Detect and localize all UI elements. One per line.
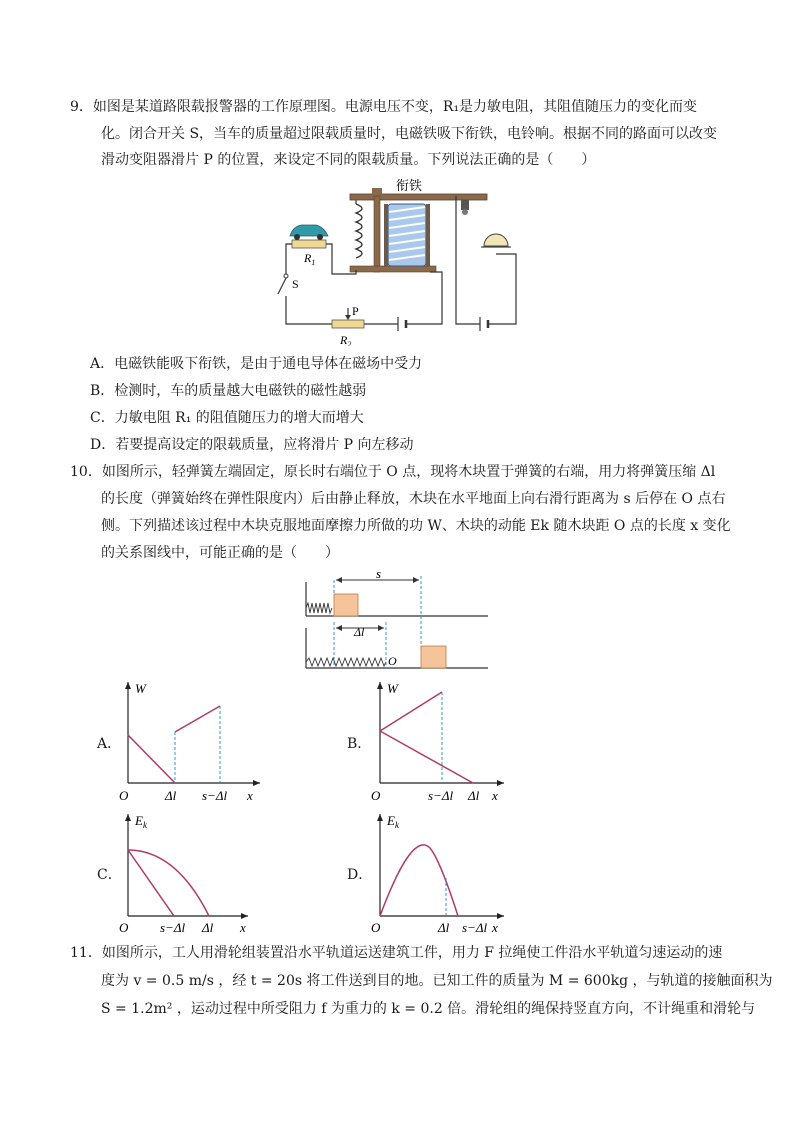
q11-line-1: 11．如图所示，工人用滑轮组装置沿水平轨道运送建筑工件，用力 F 拉绳使工件沿水平轨道匀速运动的速 — [70, 945, 723, 961]
q9-line-1: 9．如图是某道路限载报警器的工作原理图。电源电压不变，R₁是力敏电阻，其阻值随压力的变化而变 — [70, 99, 698, 115]
svg-text:O: O — [371, 920, 381, 935]
o-label: O — [388, 654, 397, 668]
svg-text:x: x — [247, 788, 253, 803]
svg-text:W: W — [135, 681, 146, 696]
q9-option-c: C．力敏电阻 R₁ 的阻值随压力的增大而增大 — [90, 410, 364, 426]
svg-text:s−Δl: s−Δl — [462, 920, 488, 935]
svg-text:W: W — [387, 681, 398, 696]
q9-line-3: 滑动变阻器滑片 P 的位置，来设定不同的限载质量。下列说法正确的是（ ） — [101, 152, 596, 168]
graph-c-label: C． — [97, 867, 122, 883]
slider-label: P — [352, 304, 359, 318]
graph-d — [368, 810, 518, 940]
svg-text:Ek: $E_k$ — [387, 813, 399, 830]
svg-text:x: x — [240, 920, 246, 935]
svg-text:s−Δl: s−Δl — [160, 920, 186, 935]
graph-c — [116, 810, 266, 940]
graph-a — [116, 676, 266, 806]
q9-circuit-figure — [270, 174, 530, 346]
svg-text:Δl: Δl — [202, 920, 214, 935]
dl-label: Δl — [354, 625, 365, 639]
armature-label: 衔铁 — [396, 178, 423, 193]
svg-text:Δl: Δl — [438, 920, 450, 935]
q9-option-a: A．电磁铁能吸下衔铁，是由于通电导体在磁场中受力 — [90, 356, 423, 372]
svg-text:O: O — [119, 788, 129, 803]
svg-text:Δl: Δl — [468, 788, 480, 803]
q11-line-3: S = 1.2m² ，运动过程中所受阻力 f 为重力的 k = 0.2 倍。滑轮组的绳保持竖直方向，不计绳重和滑轮与 — [101, 1001, 756, 1017]
graph-a-label: A． — [97, 736, 122, 752]
svg-text:s−Δl: s−Δl — [428, 788, 454, 803]
q10-line-3: 侧。下列描述该过程中木块克服地面摩擦力所做的功 W、木块的动能 Ek 随木块距 O 点的长度 x 变化 — [101, 518, 731, 534]
q9-line-2: 化。闭合开关 S，当车的质量超过限载质量时，电磁铁吸下衔铁，电铃响。根据不同的路面可以改变 — [101, 126, 718, 142]
graph-d-label: D． — [347, 867, 373, 883]
svg-text:s−Δl: s−Δl — [202, 788, 228, 803]
q10-line-1: 10．如图所示，轻弹簧左端固定，原长时右端位于 O 点，现将木块置于弹簧的右端，用力将弹簧压缩 Δl — [70, 464, 716, 480]
s-label: s — [376, 572, 382, 581]
svg-text:O: O — [371, 788, 381, 803]
q9-option-d: D．若要提高设定的限载质量，应将滑片 P 向左移动 — [90, 437, 414, 453]
svg-text:x: x — [492, 788, 498, 803]
graph-b — [368, 676, 518, 806]
r1-label: $R_1$ — [304, 251, 316, 267]
switch-label: S — [292, 277, 299, 291]
svg-text:x: x — [492, 920, 498, 935]
q9-option-b: B．检测时，车的质量越大电磁铁的磁性越弱 — [90, 383, 367, 399]
svg-text:Δl: Δl — [165, 788, 177, 803]
svg-text:O: O — [119, 920, 129, 935]
r2-label: $R_2$ — [340, 333, 352, 346]
graph-b-label: B． — [347, 736, 372, 752]
q10-line-2: 的长度（弹簧始终在弹性限度内）后由静止释放，木块在水平地面上向右滑行距离为 s 后停在 O 点右 — [101, 491, 726, 507]
svg-text:Ek: $E_k$ — [135, 813, 147, 830]
q10-spring-figure — [300, 572, 492, 672]
q11-line-2: 度为 v = 0.5 m/s ，经 t = 20s 将工件送到目的地。已知工件的质量为 M = 600kg ，与轨道的接触面积为 — [101, 973, 773, 989]
q10-line-4: 的关系图线中，可能正确的是（ ） — [101, 545, 339, 561]
